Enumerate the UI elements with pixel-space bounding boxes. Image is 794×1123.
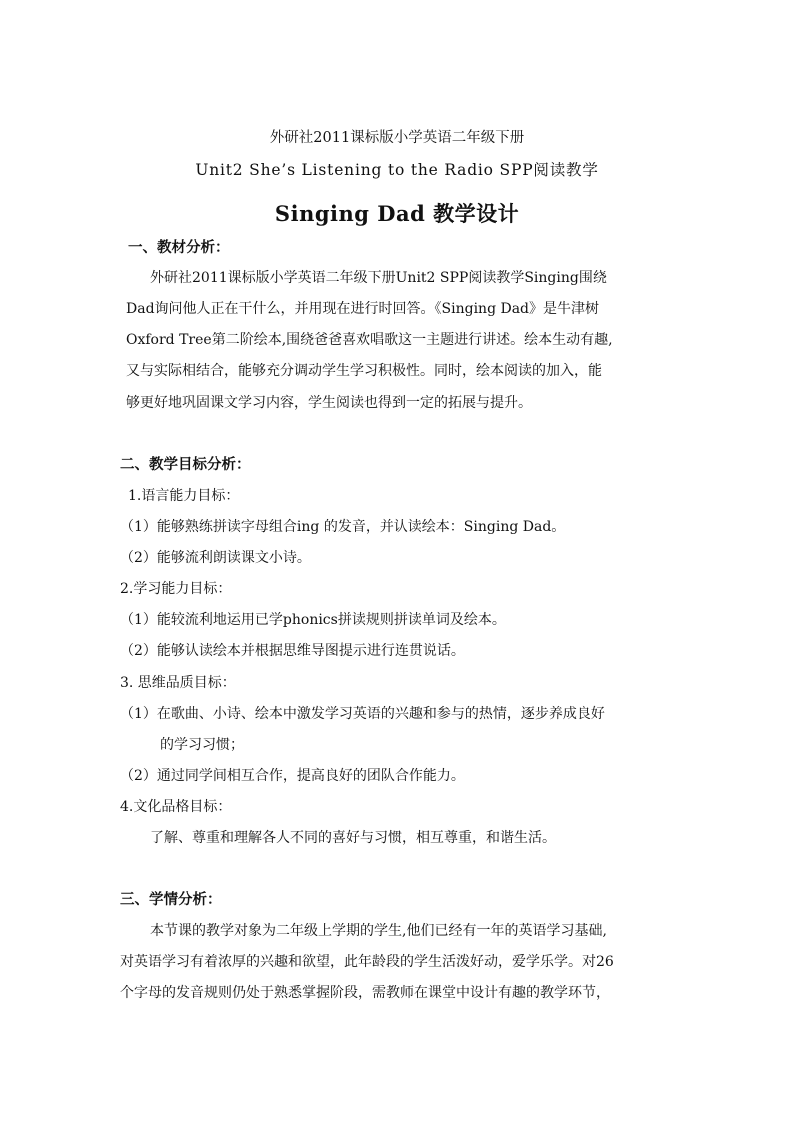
- goal-item: （2）能够流利朗读课文小诗。: [120, 550, 311, 566]
- doc-title-line1: 外研社2011课标版小学英语二年级下册: [269, 130, 525, 146]
- goal-item: （1）能够熟练拼读字母组合ing 的发音，并认读绘本：Singing Dad。: [120, 519, 566, 535]
- goal-item: （1）能较流利地运用已学phonics拼读规则拼读单词及绘本。: [120, 612, 506, 628]
- goal-heading-2: 2.学习能力目标：: [120, 581, 232, 597]
- doc-title-line2: Unit2 She’s Listening to the Radio SPP阅读教学: [195, 161, 599, 179]
- section1-line-2: Dad询问他人正在干什么，并用现在进行时回答。《Singing Dad》是牛津树: [126, 301, 600, 317]
- section1-line-3: Oxford Tree第二阶绘本,围绕爸爸喜欢唱歌这一主题进行讲述。绘本生动有趣,: [126, 332, 613, 348]
- goal-heading-4: 4.文化品格目标：: [120, 799, 232, 815]
- section-heading-1: 一、教材分析：: [128, 239, 230, 256]
- goal-item: （2）能够认读绘本并根据思维导图提示进行连贯说话。: [120, 643, 465, 659]
- section3-line-1: 本节课的教学对象为二年级上学期的学生,他们已经有一年的英语学习基础,: [150, 923, 607, 939]
- section-heading-3: 三、学情分析：: [120, 891, 222, 908]
- goal-item-continued: 的学习习惯；: [160, 737, 244, 753]
- section1-line-4: 又与实际相结合，能够充分调动学生学习积极性。同时，绘本阅读的加入，能: [126, 363, 602, 379]
- goal-heading-1: 1.语言能力目标：: [128, 488, 240, 504]
- goal-item: （2）通过同学间相互合作，提高良好的团队合作能力。: [120, 768, 465, 784]
- goal-item: （1）在歌曲、小诗、绘本中激发学习英语的兴趣和参与的热情，逐步养成良好: [120, 706, 605, 722]
- doc-title-main: Singing Dad 教学设计: [274, 201, 520, 226]
- goal-item: 了解、尊重和理解各人不同的喜好与习惯，相互尊重，和谐生活。: [150, 830, 556, 846]
- goal-heading-3: 3. 思维品质目标：: [120, 675, 236, 691]
- section3-line-3: 个字母的发音规则仍处于熟悉掌握阶段，需教师在课堂中设计有趣的教学环节，: [120, 985, 610, 1001]
- section3-line-2: 对英语学习有着浓厚的兴趣和欲望，此年龄段的学生活泼好动，爱学乐学。对26: [120, 954, 614, 970]
- section1-line-5: 够更好地巩固课文学习内容，学生阅读也得到一定的拓展与提升。: [126, 395, 532, 411]
- section-heading-2: 二、教学目标分析：: [120, 456, 251, 473]
- section1-line-1: 外研社2011课标版小学英语二年级下册Unit2 SPP阅读教学Singing围绕: [150, 270, 607, 286]
